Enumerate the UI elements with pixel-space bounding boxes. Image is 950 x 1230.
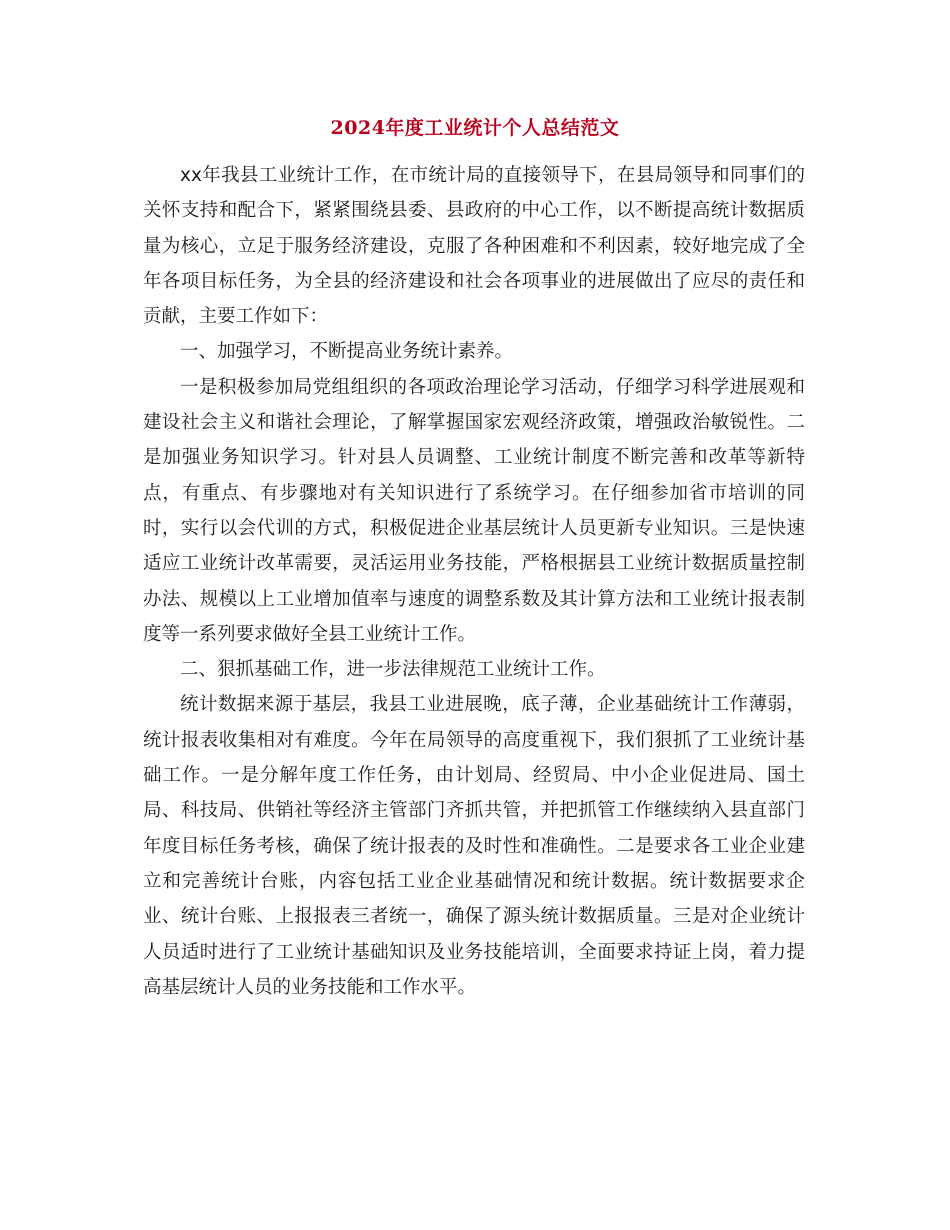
paragraph-intro: xx年我县工业统计工作，在市统计局的直接领导下，在县局领导和同事们的关怀支持和配合下，紧紧围绕县委、县政府的中心工作，以不断提高统计数据质量为核心，立足于服务经济建设，克服了各种困难和不利因素，较好地完成了全年各项目标任务，为全县的经济建设和社会各项事业的进展做出了应尽的责任和贡献，主要工作如下： [143, 165, 805, 328]
section-heading-1: 一、加强学习，不断提高业务统计素养。 [180, 341, 514, 363]
section-heading-2: 二、狠抓基础工作，进一步法律规范工业统计工作。 [180, 659, 606, 681]
document-body [143, 158, 805, 1005]
document-title: 2024年度工业统计个人总结范文 [330, 117, 620, 139]
paragraph-section-2: 统计数据来源于基层，我县工业进展晚，底子薄，企业基础统计工作薄弱，统计报表收集相对有难度。今年在局领导的高度重视下，我们狠抓了工业统计基础工作。一是分解年度工作任务，由计划局、经贸局、中小企业促进局、国土局、科技局、供销社等经济主管部门齐抓共管，并把抓管工作继续纳入县直部门年度目标任务考核，确保了统计报表的及时性和准确性。二是要求各工业企业建立和完善统计台账，内容包括工业企业基础情况和统计数据。统计数据要求企业、统计台账、上报报表三者统一，确保了源头统计数据质量。三是对企业统计人员适时进行了工业统计基础知识及业务技能培训，全面要求持证上岗，着力提高基层统计人员的业务技能和工作水平。 [143, 694, 805, 998]
paragraph-section-1: 一是积极参加局党组组织的各项政治理论学习活动，仔细学习科学进展观和建设社会主义和谐社会理论，了解掌握国家宏观经济政策，增强政治敏锐性。二是加强业务知识学习。针对县人员调整、工业统计制度不断完善和改革等新特点，有重点、有步骤地对有关知识进行了系统学习。在仔细参加省市培训的同时，实行以会代训的方式，积极促进企业基层统计人员更新专业知识。三是快速适应工业统计改革需要，灵活运用业务技能，严格根据县工业统计数据质量控制办法、规模以上工业增加值率与速度的调整系数及其计算方法和工业统计报表制度等一系列要求做好全县工业统计工作。 [143, 376, 805, 645]
